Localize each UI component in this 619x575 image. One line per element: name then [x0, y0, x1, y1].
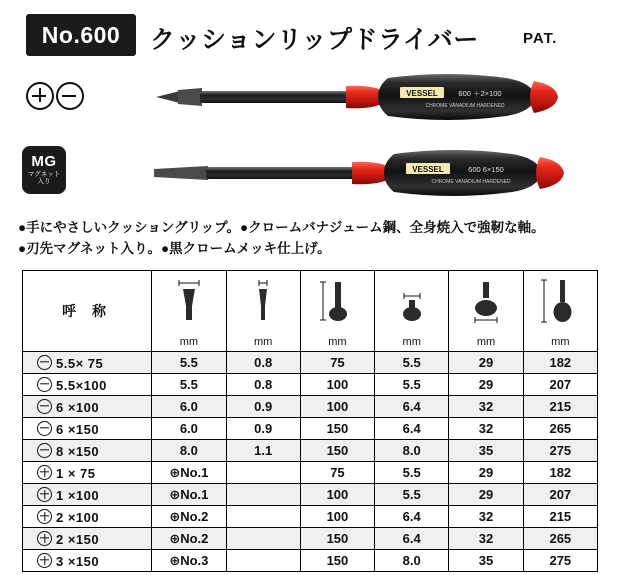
cell-grip-diameter: 29 — [449, 352, 523, 374]
cell-blade-thickness — [226, 550, 300, 572]
table-row — [23, 352, 598, 374]
cell-total-length: 275 — [523, 440, 597, 462]
shaft-diameter-icon — [375, 275, 448, 327]
row-name-text: 6 ×150 — [56, 421, 100, 437]
cell-blade-width: 6.0 — [152, 418, 226, 440]
cell-blade-length: 100 — [300, 506, 374, 528]
cell-total-length: 182 — [523, 352, 597, 374]
cell-blade-thickness: 0.8 — [226, 352, 300, 374]
cell-blade-thickness — [226, 528, 300, 550]
blade-width-icon — [152, 275, 225, 327]
row-name-text: 5.5× 75 — [56, 355, 104, 371]
cell-blade-thickness — [226, 484, 300, 506]
unit-blade-length: mm — [328, 336, 347, 348]
row-name — [23, 528, 152, 550]
cell-blade-width: ⊕No.2 — [152, 506, 226, 528]
cell-blade-length: 150 — [300, 418, 374, 440]
svg-text:VESSEL: VESSEL — [412, 165, 444, 174]
cell-total-length: 207 — [523, 484, 597, 506]
slotted-symbol-icon — [37, 421, 52, 436]
cell-blade-width: ⊕No.1 — [152, 484, 226, 506]
svg-text:VESSEL: VESSEL — [406, 89, 438, 98]
cell-shaft-diameter: 5.5 — [375, 374, 449, 396]
cell-blade-length: 100 — [300, 484, 374, 506]
patent-mark: PAT. — [523, 30, 558, 47]
svg-text:600 ＋2×100: 600 ＋2×100 — [458, 89, 502, 98]
row-name — [23, 506, 152, 528]
row-name — [23, 374, 152, 396]
row-name — [23, 418, 152, 440]
header-cell-shaft-diameter — [375, 271, 449, 352]
cell-blade-length: 100 — [300, 396, 374, 418]
unit-shaft-diameter: mm — [402, 336, 421, 348]
feature-line-1: ●手にやさしいクッショングリップ。●クロームバナジューム鋼、全身焼入で強靭な軸。 — [18, 220, 545, 235]
magnet-badge-sub2: 入り — [37, 177, 51, 185]
feature-line-2: ●刃先マグネット入り。●黒クロームメッキ仕上げ。 — [18, 240, 331, 256]
cell-shaft-diameter: 6.4 — [375, 506, 449, 528]
header-cell-name — [23, 271, 152, 352]
cell-total-length: 275 — [523, 550, 597, 572]
tip-type-icons — [26, 82, 90, 106]
cell-grip-diameter: 29 — [449, 462, 523, 484]
row-name — [23, 484, 152, 506]
header-cell-grip-diameter — [449, 271, 523, 352]
cell-grip-diameter: 32 — [449, 528, 523, 550]
table-row — [23, 550, 598, 572]
row-name — [23, 396, 152, 418]
table-row — [23, 374, 598, 396]
table-row — [23, 528, 598, 550]
cell-blade-width: ⊕No.2 — [152, 528, 226, 550]
cell-blade-length: 150 — [300, 528, 374, 550]
cell-shaft-diameter: 5.5 — [375, 462, 449, 484]
cell-blade-width: 5.5 — [152, 374, 226, 396]
cell-grip-diameter: 35 — [449, 440, 523, 462]
cell-blade-thickness: 0.9 — [226, 396, 300, 418]
svg-text:CHROME VANADIUM HARDENED: CHROME VANADIUM HARDENED — [431, 179, 511, 185]
phillips-symbol-icon — [37, 509, 52, 524]
cell-blade-width: 8.0 — [152, 440, 226, 462]
slotted-symbol-icon — [37, 399, 52, 414]
total-length-icon — [524, 275, 597, 327]
row-name-text: 2 ×150 — [56, 531, 100, 547]
table-row — [23, 484, 598, 506]
cell-grip-diameter: 29 — [449, 484, 523, 506]
unit-grip-diameter: mm — [476, 336, 496, 348]
table-row — [23, 462, 598, 484]
row-name-text: 5.5×100 — [56, 377, 107, 393]
row-name — [23, 440, 152, 462]
table-header-row — [23, 271, 598, 352]
magnet-badge-title: MG — [31, 153, 57, 171]
row-name — [23, 352, 152, 374]
cell-blade-length: 150 — [300, 440, 374, 462]
slotted-symbol-icon — [37, 377, 52, 392]
header-cell-blade-width — [152, 271, 226, 352]
cell-grip-diameter: 32 — [449, 418, 523, 440]
row-name — [23, 462, 152, 484]
table-row — [23, 440, 598, 462]
table-row — [23, 396, 598, 418]
cell-grip-diameter: 29 — [449, 374, 523, 396]
cell-grip-diameter: 32 — [449, 396, 523, 418]
row-name-text: 6 ×100 — [56, 399, 100, 415]
spec-table — [22, 270, 598, 572]
cell-shaft-diameter: 5.5 — [375, 484, 449, 506]
phillips-symbol-icon — [37, 531, 52, 546]
grip-diameter-icon — [449, 275, 522, 327]
cell-blade-thickness — [226, 462, 300, 484]
cell-grip-diameter: 32 — [449, 506, 523, 528]
phillips-symbol-icon — [37, 465, 52, 480]
cell-blade-width: ⊕No.3 — [152, 550, 226, 572]
cell-shaft-diameter: 6.4 — [375, 396, 449, 418]
magnet-badge-sub: マグネット — [27, 171, 61, 179]
slotted-symbol-icon — [37, 443, 52, 458]
cell-blade-thickness — [226, 506, 300, 528]
row-name-text: 2 ×100 — [56, 509, 100, 525]
magnet-badge — [22, 146, 66, 194]
row-name-text: 3 ×150 — [56, 553, 100, 569]
row-name-text: 1 ×100 — [56, 487, 100, 503]
cell-blade-length: 100 — [300, 374, 374, 396]
cell-blade-width: 5.5 — [152, 352, 226, 374]
cell-blade-thickness: 1.1 — [226, 440, 300, 462]
cell-total-length: 215 — [523, 506, 597, 528]
svg-text:600 6×150: 600 6×150 — [468, 165, 504, 174]
svg-text:CHROME VANADIUM HARDENED: CHROME VANADIUM HARDENED — [425, 103, 505, 109]
cell-blade-length: 75 — [300, 462, 374, 484]
slotted-driver-image — [150, 142, 595, 204]
row-name-text: 8 ×150 — [56, 443, 100, 459]
cell-blade-thickness: 0.9 — [226, 418, 300, 440]
unit-blade-thickness: mm — [253, 336, 273, 348]
phillips-symbol-icon — [37, 553, 52, 568]
cell-blade-thickness: 0.8 — [226, 374, 300, 396]
header-cell-total-length — [523, 271, 597, 352]
page-header — [26, 14, 596, 58]
blade-thickness-icon — [227, 275, 300, 327]
cell-blade-width: 6.0 — [152, 396, 226, 418]
cell-shaft-diameter: 8.0 — [375, 440, 449, 462]
cell-total-length: 182 — [523, 462, 597, 484]
name-header-label: 呼 称 — [62, 303, 113, 319]
header-cell-blade-length — [300, 271, 374, 352]
cell-blade-length: 150 — [300, 550, 374, 572]
cell-shaft-diameter: 8.0 — [375, 550, 449, 572]
cell-total-length: 207 — [523, 374, 597, 396]
cell-shaft-diameter: 6.4 — [375, 418, 449, 440]
phillips-symbol-icon — [37, 487, 52, 502]
slotted-tip-icon — [56, 82, 84, 110]
table-row — [23, 506, 598, 528]
cell-total-length: 265 — [523, 528, 597, 550]
phillips-tip-icon — [26, 82, 54, 110]
unit-blade-width: mm — [179, 336, 199, 348]
feature-list — [18, 218, 602, 260]
unit-total-length: mm — [551, 336, 570, 348]
blade-length-icon — [301, 275, 374, 327]
row-name-text: 1 × 75 — [56, 465, 96, 481]
header-cell-blade-thickness — [226, 271, 300, 352]
row-name — [23, 550, 152, 572]
cell-shaft-diameter: 6.4 — [375, 528, 449, 550]
cell-shaft-diameter: 5.5 — [375, 352, 449, 374]
cell-grip-diameter: 35 — [449, 550, 523, 572]
table-row — [23, 418, 598, 440]
slotted-symbol-icon — [37, 355, 52, 370]
cell-total-length: 265 — [523, 418, 597, 440]
phillips-driver-image — [150, 66, 595, 128]
cell-total-length: 215 — [523, 396, 597, 418]
page-title: クッションリップドライバー — [150, 26, 479, 54]
cell-blade-length: 75 — [300, 352, 374, 374]
model-number-badge: No.600 — [26, 14, 136, 56]
cell-blade-width: ⊕No.1 — [152, 462, 226, 484]
